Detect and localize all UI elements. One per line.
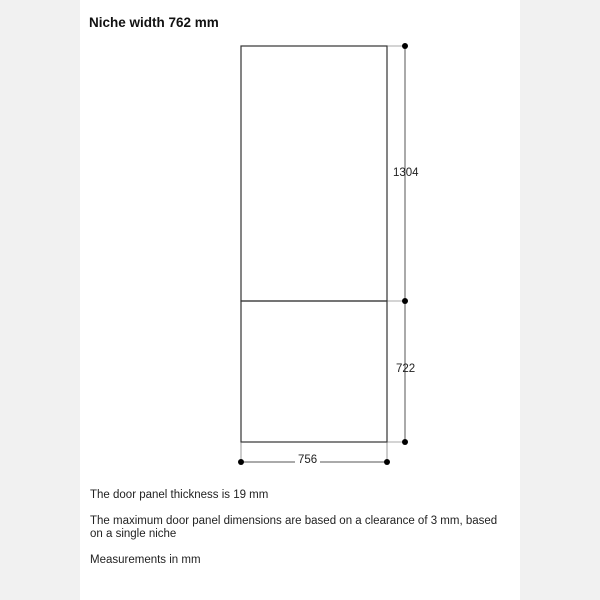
thickness-note: The door panel thickness is 19 mm	[90, 489, 269, 501]
left-dimension-dot	[238, 459, 244, 465]
top-dimension-dot	[402, 43, 408, 49]
lower-door-panel	[241, 301, 387, 442]
clearance-note: The maximum door panel dimensions are based on a clearance of 3 mm, based on a single niche	[90, 515, 498, 540]
bottom-dimension-dot	[402, 439, 408, 445]
units-note: Measurements in mm	[90, 554, 201, 566]
drawing-sheet	[80, 0, 520, 600]
right-dimension-dot	[384, 459, 390, 465]
middle-dimension-dot	[402, 298, 408, 304]
page-title: Niche width 762 mm	[89, 15, 219, 30]
width-label: 756	[295, 454, 320, 466]
dimension-drawing	[80, 0, 520, 600]
upper-door-panel	[241, 46, 387, 301]
upper-height-label: 1304	[393, 167, 419, 179]
lower-height-label: 722	[396, 363, 416, 375]
